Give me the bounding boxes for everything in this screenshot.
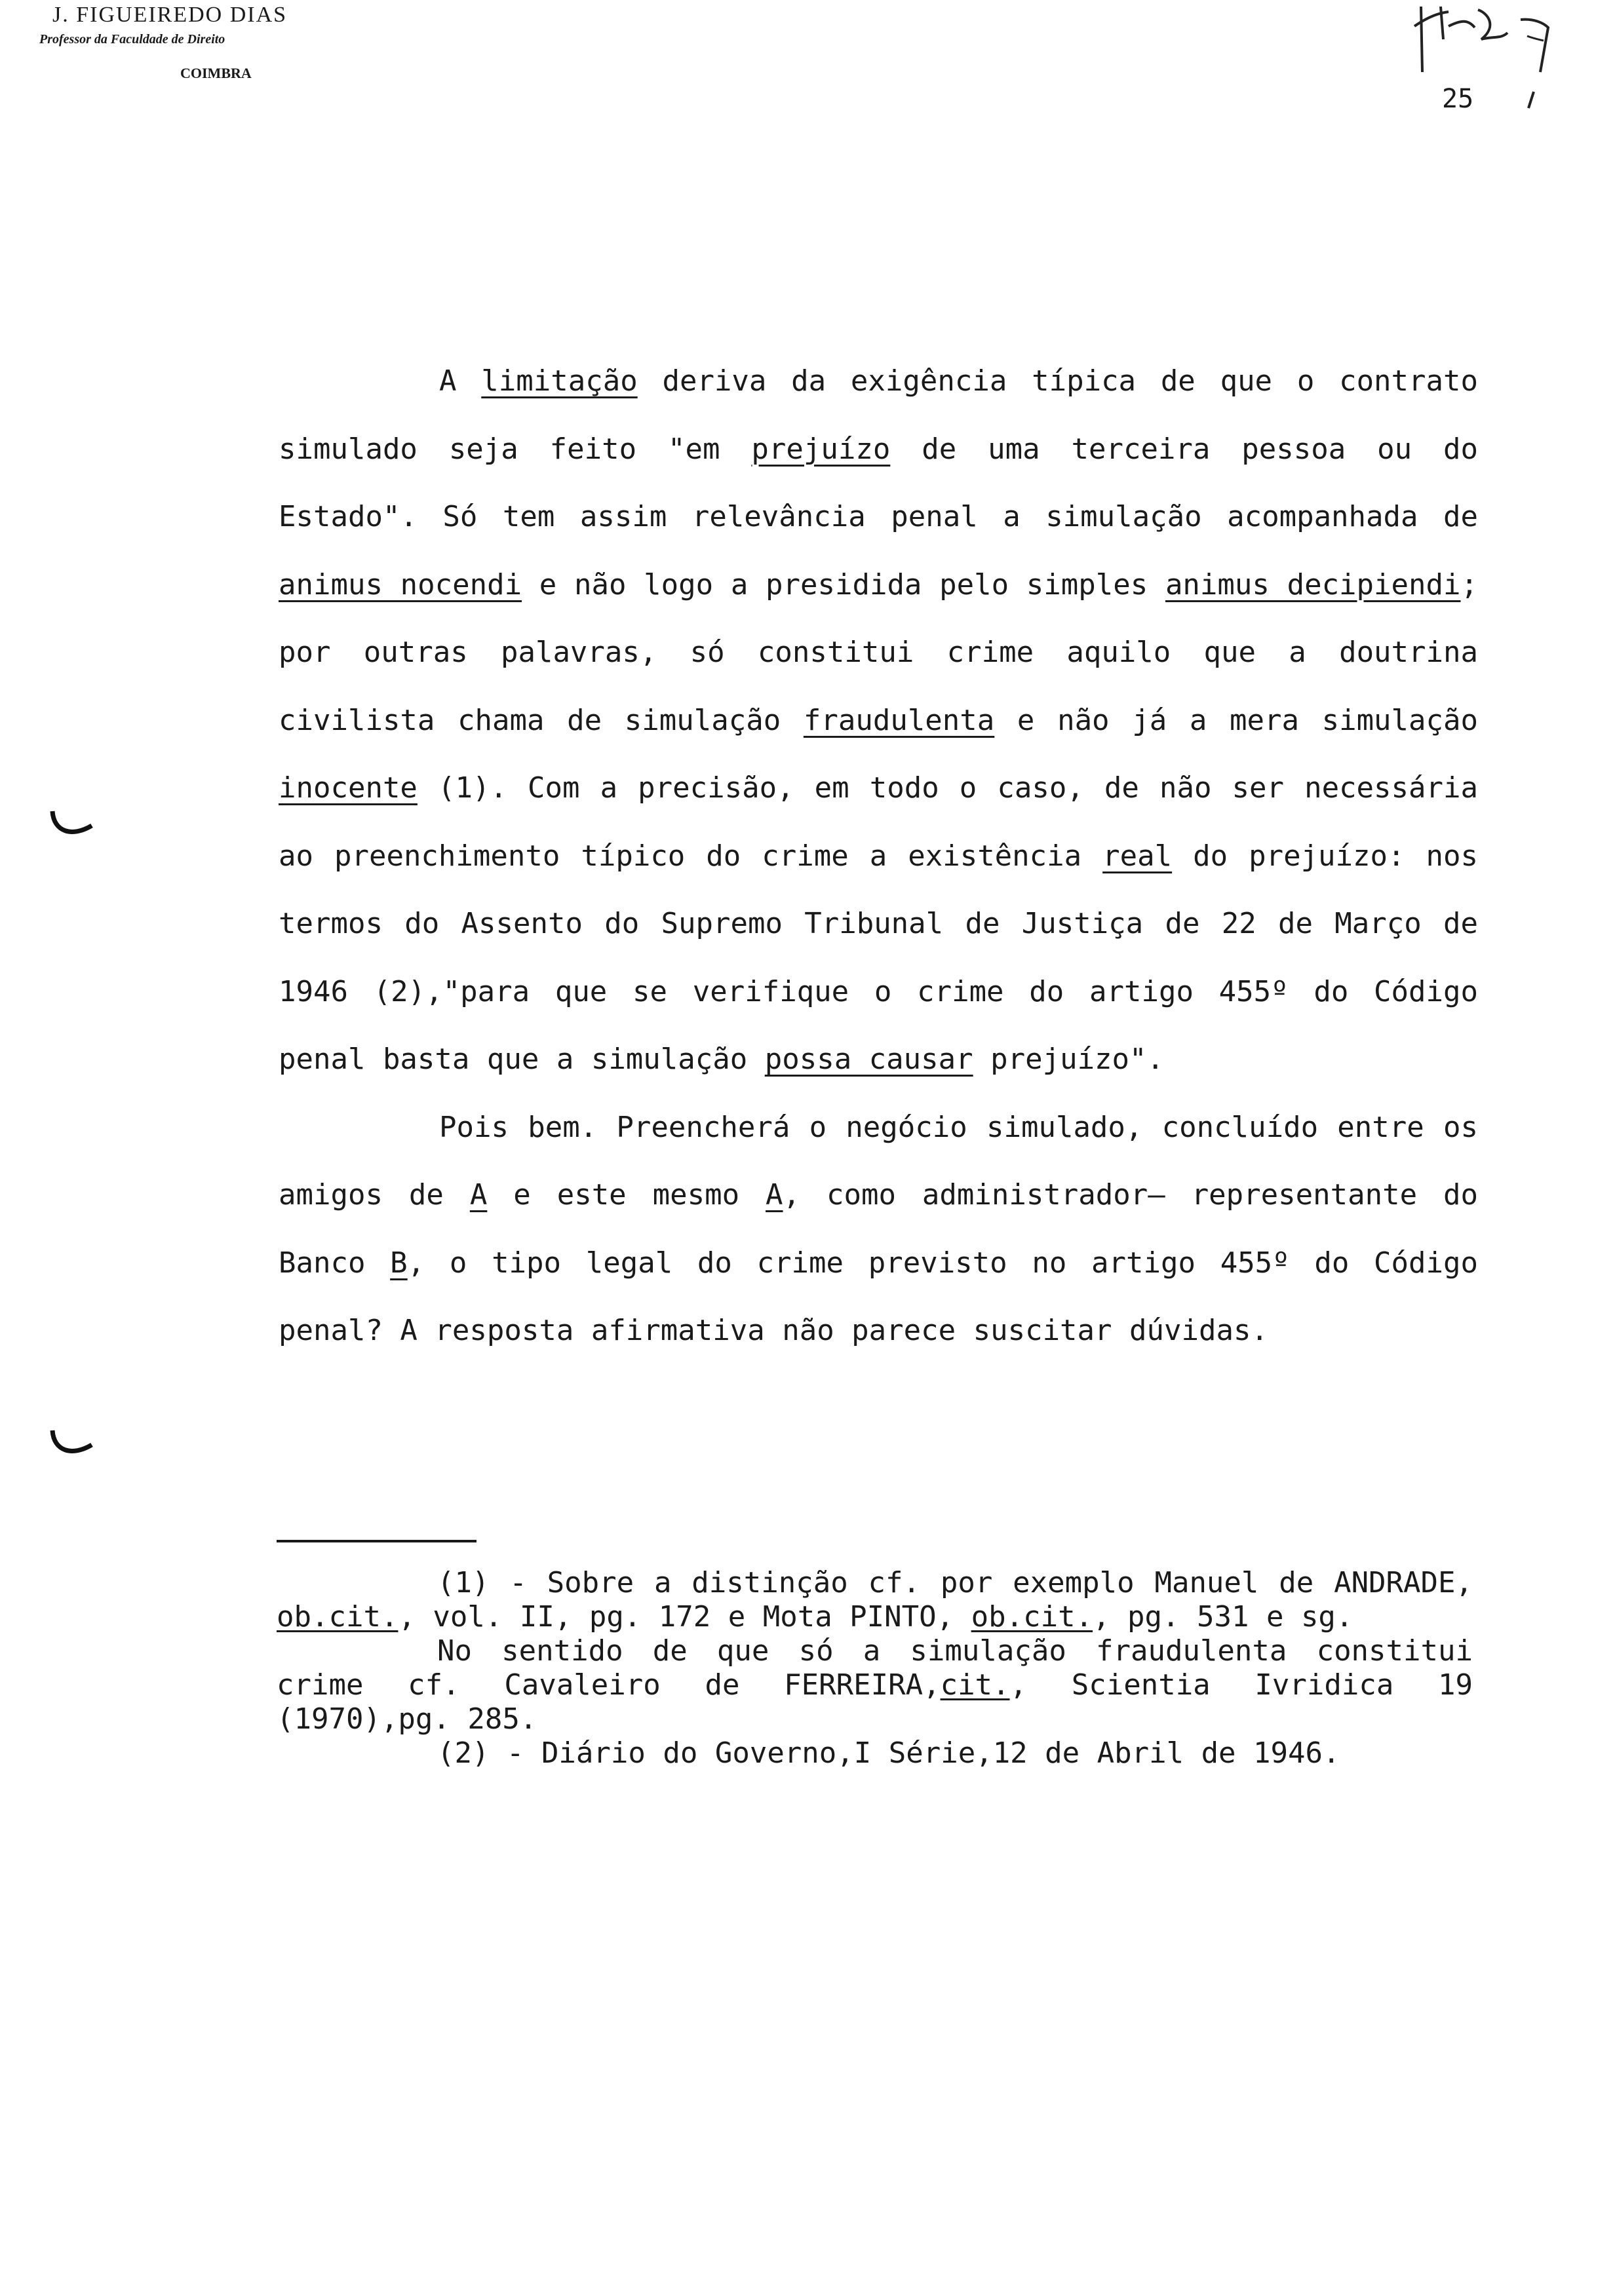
text-run: e este mesmo [487, 1178, 766, 1212]
underlined-term: animus nocendi [279, 567, 522, 602]
text-run: (2) - Diário do Governo,I Série,12 de Abril de 1946. [437, 1736, 1340, 1770]
text-run: deriva da exigência típica de que o contrato simulado seja feito "em [279, 364, 1478, 466]
footnote-separator [277, 1540, 477, 1542]
margin-bracket-mark [46, 806, 98, 845]
underlined-term: limitação [481, 364, 638, 398]
letterhead-city: COIMBRA [180, 65, 252, 81]
footnote-1 [277, 1566, 1473, 1634]
text-run: ; por outras palavras, só constitui crime aquilo que a doutrina civilista chama de simulação [279, 567, 1478, 737]
underlined-term: animus decipiendi [1165, 567, 1461, 602]
text-run: prejuízo". [973, 1043, 1165, 1076]
margin-bracket-mark [46, 1425, 98, 1464]
letterhead-role: Professor da Faculdade de Direito [39, 32, 225, 47]
letterhead-name: J. FIGUEIREDO DIAS [52, 3, 288, 27]
letterhead [39, 0, 433, 86]
text-run: do prejuízo: nos termos do Assento do Supremo Tribunal de Justiça de 22 de Março de 1946 (2),"para que se verifique o crime do artigo 455º do Código penal basta que a simulação [279, 839, 1478, 1076]
text-run: , o tipo legal do crime previsto no artigo 455º do Código penal? A resposta afirmativa não parece suscitar dúvidas. [279, 1246, 1478, 1347]
text-run: e não logo a presidida pelo simples [522, 567, 1165, 602]
text-run: No sentido de que só a simulação fraudulenta constitui crime cf. Cavaleiro de FERREIRA, [277, 1634, 1473, 1702]
page-number: 25 [1442, 84, 1474, 114]
paragraph [279, 347, 1478, 1094]
footnotes [277, 1566, 1473, 1770]
text-run: , vol. II, pg. 172 e Mota PINTO, [398, 1600, 971, 1634]
underlined-term: ob.cit. [277, 1600, 399, 1634]
footnote-1-continuation [277, 1634, 1473, 1736]
underlined-term: possa causar [764, 1043, 973, 1076]
body-text [279, 347, 1478, 1365]
underlined-term: A [766, 1178, 783, 1212]
text-run: A [439, 364, 482, 398]
underlined-term: real [1102, 839, 1173, 873]
text-run: de uma terceira pessoa ou do Estado". Só tem assim relevância penal a simulação acompanhada de [279, 432, 1479, 533]
text-run: , Scientia Ivridica 19 (1970),pg. 285. [277, 1668, 1473, 1736]
underlined-term: ob.cit. [971, 1600, 1093, 1634]
text-run: , pg. 531 e sg. [1093, 1600, 1353, 1634]
handwritten-initials-mark [1409, 0, 1580, 118]
underlined-term: prejuízo [751, 432, 891, 466]
text-run: (1). Com a precisão, em todo o caso, de não ser necessária ao preenchimento típico do crime a existência [279, 771, 1478, 873]
footnote-2 [277, 1736, 1473, 1770]
underlined-term: inocente [279, 771, 418, 805]
paragraph [279, 1094, 1478, 1365]
underlined-term: fraudulenta [803, 703, 995, 737]
text-run: (1) - Sobre a distinção cf. por exemplo Manuel de ANDRADE, [437, 1566, 1473, 1599]
underlined-term: A [469, 1178, 488, 1212]
text-run: Pois bem. Preencherá o negócio simulado, concluído entre os amigos de [279, 1110, 1478, 1212]
underlined-term: cit. [940, 1668, 1010, 1702]
text-run: e não já a mera simulação [994, 703, 1479, 737]
text-run: , como administrador— representante do Banco [279, 1178, 1478, 1280]
underlined-term: B [390, 1246, 408, 1280]
